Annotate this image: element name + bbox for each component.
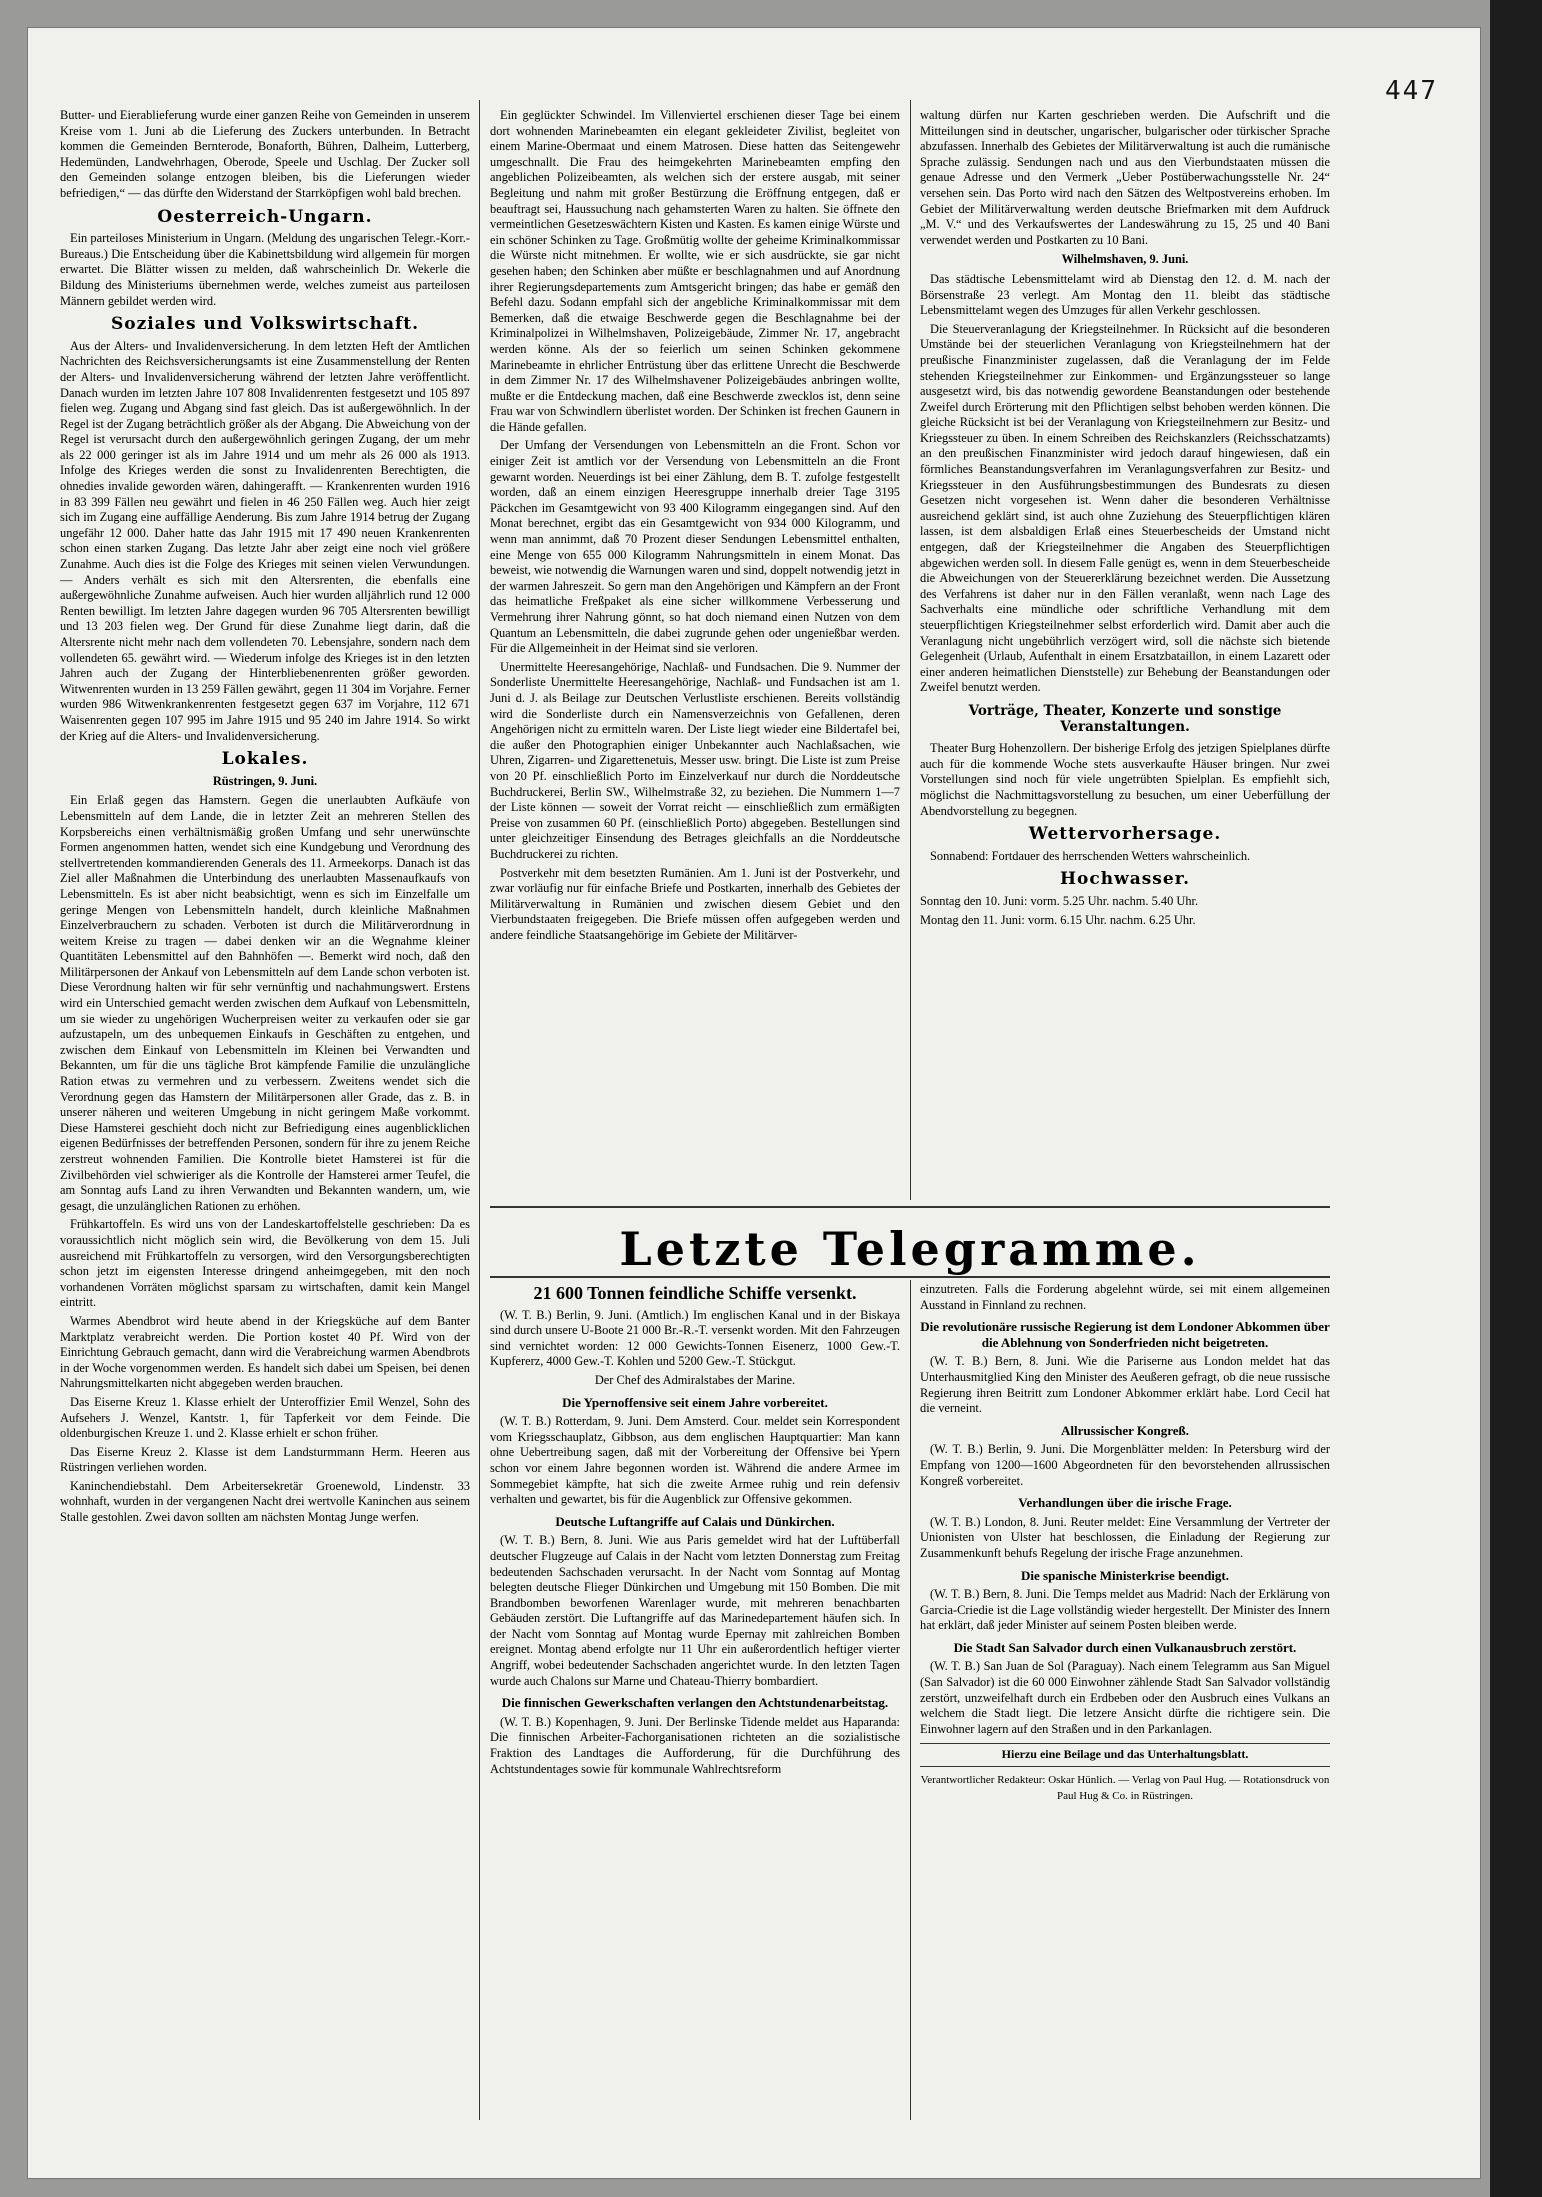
article-ministerium: Ein parteiloses Ministerium in Ungarn. (Meldung des ungarischen Telegr.-Korr.-Bureaus.) Die Entscheidung über die Kabinettsbildung wird allgemein für morgen erwartet. Die Blätter wissen zu melden, daß wahrscheinlich Dr. Wekerle die Bildung des Ministeriums übernehmen werde, welches zumeist aus parteilosen Männern gebildet werden wird. [60, 231, 470, 308]
article-eisernes-kreuz-1: Das Eiserne Kreuz 1. Klasse erhielt der Unteroffizier Emil Wenzel, Sohn des Aufsehers J. Wenzel, Kantstr. 1, für Tapferkeit vor dem Feinde. Die oldenburgischen Kreuze 1. und 2. Klasse erhielt er schon früher. [60, 1394, 470, 1441]
column-1 [60, 108, 470, 1529]
beilage-note: Hierzu eine Beilage und das Unterhaltungsblatt. [920, 1743, 1330, 1767]
article-steuerveranlagung: Die Steuerveranlagung der Kriegsteilnehmer. In Rücksicht auf die besonderen Umstände bei der steuerlichen Veranlagung von Kriegsteilnehmern hat der preußische Finanzminister zugelassen, daß die Veranlagung der im Felde stehenden Kriegsteilnehmer zur Einkommen- und Ergänzungssteuer so lange ausgesetzt wird, bis das notwendig gewordene Beanstandungen oder bestehende Zweifel durch Erörterung mit den Pflichtigen selbst behoben werden können. Die gleiche Rücksicht ist bei der Veranlagung von Kriegsteilnehmern zur Besitz- und Kriegssteuer zu üben. In einem Schreiben des Reichskanzlers (Reichsschatzamts) an den preußischen Finanzminister wird jedoch darauf hingewiesen, daß ein förmliches Beanstandungsverfahren im Veranlagungsverfahren zur Besitz- und Kriegssteuer in den Ausführungsbestimmungen des Bundesrats zu diesen Gesetzen nicht vorgesehen ist. Wenn daher die besonderen Verhältnisse ausreichend geklärt sind, ist auch ohne Zuziehung des Steuerpflichtigen klären lassen, ist dem alsbaldigen Erlaß eines Steuerbescheids der Umstand nicht entgegen, daß der Kriegsteilnehmer die Angaben des Steuerpflichtigen abgewichen werden soll. In diesem Falle genügt es, wenn in dem Steuerbescheide die Abweichungen von der Steuererklärung bezeichnet werden. Die Aussetzung des Verfahrens ist daher nur in den Fällen veranlaßt, wenn nach Lage des Sachverhalts eine mündliche oder schriftliche Verhandlung mit dem steuerpflichtigen Kriegsteilnehmer selbst erforderlich wird. Damit aber auch die Veranlagung nicht ungebührlich verzögert wird, soll die nächste sich bietende Gelegenheit (Urlaub, Aufenthalt in einem Ersatzbataillon, in einem Lazarett oder einer anderen heimatlichen Dienststelle) zur Behebung der Beanstandungen oder Zweifel benutzt werden. [920, 321, 1330, 695]
article-heeresangehoerige: Unermittelte Heeresangehörige, Nachlaß- und Fundsachen. Die 9. Nummer der Sonderliste Unermittelte Heeresangehörige, Nachlaß- und Fundsachen ist am 1. Juni d. J. als Beilage zur Deutschen Verlustliste erschienen. Bereits vollständig wird die Sonderliste durch ein Namensverzeichnis von Gefallenen, deren Angehörigen nicht zu ermitteln waren. Der Liste liegt wieder eine Bildertafel bei, die außer den Photographien einiger Unbekannter auch Nachlaßsachen, wie Uhren, Zigarren- und Zigarettenetuis, Messer usw. bringt. Die Liste ist zum Preise von 20 Pf. einschließlich Porto im Einzelverkauf nur durch die Norddeutsche Buchdruckerei, Berlin SW., Wilhelmstraße 32, zu beziehen. Die Nummern 1—7 der Liste können — soweit der Vorrat reicht — einschließlich zum ermäßigten Preise von zusammen 60 Pf. (einschließlich Porto) abgegeben. Bestellungen sind unter gleichzeitiger Einsendung des Betrages gleichfalls an die Norddeutsche Buchdruckerei zu richten. [490, 659, 900, 861]
telegram-finnland-cont: einzutreten. Falls die Forderung abgelehnt würde, sei mit einem allgemeinen Ausstand in Finnland zu rechnen. [920, 1282, 1330, 1312]
telegram-rule-top [490, 1206, 1330, 1208]
article-eisernes-kreuz-2: Das Eiserne Kreuz 2. Klasse ist dem Landsturmmann Herm. Heeren aus Rüstringen verliehen worden. [60, 1444, 470, 1475]
column-rule-right [910, 100, 911, 1200]
column-3 [920, 108, 1330, 931]
telegram-headline-tonnen: 21 600 Tonnen feindliche Schiffe versenkt. [533, 1283, 857, 1303]
article-theater: Theater Burg Hohenzollern. Der bisherige Erfolg des jetzigen Spielplanes dürfte auch für die kommende Woche stets ausverkaufte Häuser bringen. Nur zwei Vorstellungen sind noch für viele ungetrübten Spielplan. Es empfiehlt sich, möglichst die Nachmittagsvorstellung zu besuchen, um einer Ueberfüllung der Abendvorstellung zu begegnen. [920, 741, 1330, 818]
telegram-san-salvador: (W. T. B.) San Juan de Sol (Paraguay). Nach einem Telegramm aus San Miguel (San Salvador) ist die 60 000 Einwohner zählende Stadt San Salvador vollständig zerstört, unzweifelhaft durch ein Erdbeben oder den Ausbruch eines Vulkans an welchem die Stadt liegt. Die letzere Ansicht dürfte die richtigere sein. Die Einwohner lagern auf den Straßen und in den Parkanlagen. [920, 1659, 1330, 1736]
heading-lokales: Lokales. [221, 749, 309, 770]
telegram-spanien: (W. T. B.) Bern, 8. Juni. Die Temps meldet aus Madrid: Nach der Erklärung von Garcia-Criedie ist die Lage vollständig wieder hergestellt. Der Minister des Innern hat erklärt, daß jeder Minister auf seinem Posten bleiben werde. [920, 1587, 1330, 1633]
telegram-rule-bottom [490, 1276, 1330, 1278]
heading-soziales: Soziales und Volkswirtschaft. [110, 314, 420, 335]
telegram-headline-kongress: Allrussischer Kongreß. [1060, 1422, 1190, 1438]
article-invalidenversicherung: Aus der Alters- und Invalidenversicherung. In dem letzten Heft der Amtlichen Nachrichten des Reichsversicherungsamts ist eine Zusammenstellung der Renten der Alters- und Invalidenversicherung während der letzten Jahre veröffentlicht. Danach wurden im letzten Jahre 107 808 Invalidenrenten festgesetzt und 105 897 fielen weg. Zugang und Abgang sind fast gleich. Das ist außergewöhnlich. In der Regel ist der Zugang beträchtlich größer als der Abgang. Die Abweichung von der Regel ist verursacht durch den außergewöhnlich geringen Zugang, der um mehr als 22 000 geringer ist als im Jahre 1914 und um mehr als 26 000 als 1913. Infolge des Krieges werden die sonst zu Invalidenrenten Berechtigten, die ohnedies invalide geworden wären, dahingerafft. — Krankenrenten wurden 1916 in 83 399 Fällen neu gewährt und fielen in 46 250 Fällen weg. Auch hier zeigt sich im Zugang eine auffällige Aenderung. Bis zum Jahre 1914 betrug der Zugang ungefähr 12 000. Daher hatte das Jahr 1915 mit 17 490 neuen Krankenrenten schon einen starken Zugang. Das letzte Jahr aber zeigt eine noch viel größere Zunahme. Auch dies ist die Folge des Krieges mit seinen vielen Verwundungen. — Anders verhält es sich mit den Altersrenten, die ebenfalls eine außergewöhnliche Zunahme aufweisen. Auch hier wurden alljährlich rund 12 000 Renten bewilligt. Im letzten Jahre dagegen wurden 96 705 Altersrenten bewilligt und 13 203 fielen weg. Der Grund für diese Zunahme liegt darin, daß die Altersrente nicht mehr nach dem vollendeten 70. Lebensjahre, sondern nach dem vollendeten 65. gewährt wird. — Wiederum infolge des Krieges ist in den letzten Jahren auch der Zugang der Hinterbliebenenrenten größer geworden. Witwenrenten wurden in 13 259 Fällen gewährt, gegen 11 304 im Vorjahre. Ferner wurden 986 Witwenkrankenrenten festgesetzt gegen 637 im Vorjahre, 112 671 Waisenrenten gegen 107 995 im Jahre 1915 und 95 240 im Jahre 1914. So wirkt der Krieg auf die Alters- und Invalidenversicherung. [60, 338, 470, 743]
telegram-headline-ypern: Die Ypernoffensive seit einem Jahre vorbereitet. [562, 1394, 828, 1410]
column-2 [490, 108, 900, 946]
column-rule-left [479, 100, 480, 2120]
telegram-kongress: (W. T. B.) Berlin, 9. Juni. Die Morgenblätter melden: In Petersburg wird der Empfang von 1200—1600 Abgeordneten für den bevorstehenden allrussischen Kongreß vorbereitet. [920, 1442, 1330, 1488]
telegram-headline-calais: Deutsche Luftangriffe auf Calais und Dünkirchen. [555, 1513, 835, 1529]
article-lebensmittelamt: Das städtische Lebensmittelamt wird ab Dienstag den 12. d. M. nach der Börsenstraße 23 verlegt. Am Montag den 11. bleibt das städtische Lebensmittelamt wegen des Umzuges für allen Verkehr geschlossen. [920, 271, 1330, 318]
telegram-finnland: (W. T. B.) Kopenhagen, 9. Juni. Der Berlinske Tidende meldet aus Haparanda: Die finnischen Arbeiter-Fachorganisationen richteten an die sozialistische Fraktion des Landtages die Aufforderung, für die Durchführung des Achtstundentages sowie für kommunale Wahlrechtsreform [490, 1714, 900, 1776]
telegram-russland: (W. T. B.) Bern, 8. Juni. Wie die Pariserne aus London meldet hat das Unterhausmitglied King den Minister des Aeußeren gefragt, ob die neue russische Regierung ihren Beitritt zum Londoner Abkommer erklärt habe. Lord Cecil hat die verneint. [920, 1354, 1330, 1416]
article-hamstern: Ein Erlaß gegen das Hamstern. Gegen die unerlaubten Aufkäufe von Lebensmitteln auf dem Lande, die in letzter Zeit an mehreren Stellen des Korpsbereichs einen verhältnismäßig großen Umfang und sehr unerwünschte Formen angenommen hatten, wendet sich eine Kundgebung und Verordnung des stellvertretenden kommandierenden Generals des 11. Armeekorps. Danach ist das Ziel aller Maßnahmen die Unterbindung des unerlaubten Massenaufkaufs von Lebensmitteln. Es ist aber nicht beabsichtigt, wenn es sich im Einzelfalle um geringe Mengen von Lebensmitteln handelt, durch kleinliche Maßnahmen Einzelverbrauchern zu schaden. Verboten ist durch die Militärverordnung in weitem Kreise zu tragen — dabei denken wir an die Wegnahme kleiner Quantitäten Lebensmittel auf den Bahnhöfen —. Bemerkt wird noch, daß den Militärpersonen der Ankauf von Lebensmitteln auf dem Lande schon verboten ist. Diese Verordnung halten wir für sehr vernünftig und nachahmungswert. Erstens wird ein Unterschied gemacht werden zwischen dem Aufkauf von Lebensmitteln, um sie wieder zu ungehörigen Wucherpreisen weiter zu verkaufen oder sie gar aufzustapeln, um des unbequemen Einkaufs in Geschäften zu entgehen, und zwischen dem Einkauf von Lebensmitteln im Kleinen bei Verwandten und Bekannten, um für die uns tägliche Brot kämpfende Familie die unzulängliche Ration etwas zu vermehren und zu verbessern. Zweitens wendet sich die Verordnung gegen das Hamstern der Militärpersonen aller Grade, das z. B. in unserer näheren und weiteren Umgebung in nicht geringem Maße vorkommt. Diese Hamsterei geschieht doch nicht zur Befriedigung eines augenblicklichen eigenen Bedürfnisses der betreffenden Personen, sondern für ihre zu jenem Reiche zerstreut wohnenden Familien. Die Kontrolle bietet Hamsterei ist für die Zivilbehörden viel schwieriger als die Kontrolle der Hamsterei armer Teufel, die am Sonntag aufs Land zu ihren Verwandten und Bekannten wandern, um, wie gesagt, die unzulänglichen Rationen zu erhöhen. [60, 793, 470, 1213]
article-wetter: Sonnabend: Fortdauer des herrschenden Wetters wahrscheinlich. [930, 848, 1251, 863]
article-kaninchendiebstahl: Kaninchendiebstahl. Dem Arbeitersekretär Groenewold, Lindenstr. 33 wohnhaft, wurden in der vergangenen Nacht drei wertvolle Kaninchen aus seinem Stalle gestohlen. Zwei davon sollten am nächsten Montag Junge werfen. [60, 1478, 470, 1525]
telegrams-right [920, 1282, 1330, 1810]
telegram-irland: (W. T. B.) London, 8. Juni. Reuter meldet: Eine Versammlung der Vertreter der Unionisten von Ulster hat beschlossen, die Einladung der Regierung zur Zusammenkunft behufs Regelung der irische Frage anzunehmen. [920, 1514, 1330, 1560]
heading-oesterreich: Oesterreich-Ungarn. [157, 206, 373, 227]
column-rule-telegram [910, 1280, 911, 2120]
dateline-wilhelmshaven: Wilhelmshaven, 9. Juni. [1061, 252, 1189, 267]
page-number: 447 [1385, 76, 1438, 106]
telegram-headline-finnland: Die finnischen Gewerkschaften verlangen den Achtstundenarbeitstag. [501, 1695, 889, 1711]
telegram-headline-russland: Die revolutionäre russische Regierung ist dem Londoner Abkommen über die Ablehnung von Sonderfrieden nicht beigetreten. [920, 1319, 1330, 1350]
telegram-ypern: (W. T. B.) Rotterdam, 9. Juni. Dem Amsterd. Cour. meldet sein Korrespondent vom Kriegsschauplatz, Gibbson, aus dem englischen Hauptquartier: Man kann ohne Uebertreibung sagen, daß mit der Vorbereitung der Offensive bei Ypern schon vor einem Jahre begonnen worden ist. Während die andere Armee im Sommegebiet kämpfte, hat sich die zweite Armee ruhig und rein defensiv verhalten und gewartet, bis für die Augenblick zur Offensive gekommen. [490, 1414, 900, 1507]
heading-wetter: Wettervorhersage. [1028, 824, 1222, 845]
telegram-calais: (W. T. B.) Bern, 8. Juni. Wie aus Paris gemeldet wird hat der Luftüberfall deutscher Flugzeuge auf Calais in der Nacht vom letzten Donnerstag zum Freitag bedeutenden Sachschaden verursacht. In der Nacht vom Sonntag auf Montag belegten deutsche Flieger Dünkirchen und Umgebung mit 150 Bomben. Die mit Brandbomben beworfenen Warenlager wurde, mit mehreren benachbarten Gebäuden zerstört. Die Luftangriffe auf das Marinedepartement häufen sich. In der Nacht vom Sonntag auf Montag wurde Epernay mit zahlreichen Bomben ereignet. Montag abend erfolgte nur 11 Uhr ein außerordentlich heftiger vierter Angriff, wobei bedeutender Sachschaden angerichtet wurde. In den letzten Tagen wurde auch Chalons sur Marne und Chateau-Thierry bombardiert. [490, 1533, 900, 1688]
article-schwindel: Ein geglückter Schwindel. Im Villenviertel erschienen dieser Tage bei einem dort wohnenden Marinebeamten ein elegant gekleideter Zivilist, begleitet von einem Marine-Obermaat und einem Matrosen. Diese hatten das Seitengewehr umgeschnallt. Die Frau des heimgekehrten Marinebeamten empfing den angeblichen Polizeibeamten, als welchen sich der erstere ausgab, mit seiner Begleitung und nahm mit großer Bestürzung die Eröffnung entgegen, daß er beauftragt sei, Haussuchung nach gehamsterten Waren zu halten. Sie öffnete den vermeintlichen Gesetzeswächtern Kisten und Kasten. Es kamen einige Würste und ein schöner Schinken zu Tage. Großmütig wollte der geheime Kriminalkommissar die Würste nicht mitnehmen. Er wollte, wie er sich ausdrückte, sie gar nicht gesehen haben; den Schinken aber müßte er beschlagnahmen und auf Anordnung ihrer Regierungsdepartements zum Amtsgericht bringen; das habe er gemäß den Befehl dazu. Sodann empfahl sich der angebliche Kriminalkommissar mit dem Bemerken, daß die etwaige Beschwerde gegen die Beschlagnahme bei der Kriminalpolizei in Wilhelmshaven, Polizeigebäude, Zimmer Nr. 17, angebracht werden könne. Als der so feierlich um seinen Schinken gekommene Marinebeamte in ehrlicher Entrüstung über das erlittene Unrecht die Beschwerde in dem Zimmer Nr. 17 des Wilhelmshavener Polizeigebäudes anbringen wollte, mußte er die Entdeckung machen, daß eine Beschwerde zwecklos ist, denn seine Frau war von Schwindlern überlistet worden. Der Schinken ist frechen Gaunern in die Hände gefallen. [490, 108, 900, 434]
telegram-admiralstab: Der Chef des Admiralstabes der Marine. [594, 1372, 796, 1387]
article-postverkehr: Postverkehr mit dem besetzten Rumänien. Am 1. Juni ist der Postverkehr, und zwar vorläufig nur für einfache Briefe und Postkarten, innerhalb des Gebietes der Militärverwaltung in Rumänien und zwischen diesem Gebiet und den Vierbundstaaten freigegeben. Die Briefe müssen offen aufgegeben werden und andere feindliche Staatsangehörige im Gebiete der Militärver- [490, 865, 900, 942]
article-abendbrot: Warmes Abendbrot wird heute abend in der Kriegsküche auf dem Banter Marktplatz verabreicht werden. Die Portion kostet 40 Pf. Wird von der Einrichtung Gebrauch gemacht, dann wird die Verabreichung warmen Abendbrots in der Woche vorgenommen werden. Es handelt sich dabei um Speisen, bei denen Nahrungsmittelkarten nicht abgegeben werden brauchen. [60, 1313, 470, 1391]
impressum: Verantwortlicher Redakteur: Oskar Hünlich. — Verlag von Paul Hug. — Rotationsdruck von Paul Hug & Co. in Rüstringen. [920, 1774, 1330, 1802]
dateline-ruestringen: Rüstringen, 9. Juni. [212, 773, 318, 788]
hochwasser-sonntag: Sonntag den 10. Juni: vorm. 5.25 Uhr. nachm. 5.40 Uhr. [920, 893, 1199, 908]
telegrams-title: Letzte Telegramme. [619, 1222, 1201, 1276]
heading-hochwasser: Hochwasser. [1059, 869, 1191, 890]
telegram-tonnen: (W. T. B.) Berlin, 9. Juni. (Amtlich.) Im englischen Kanal und in der Biskaya sind durch unsere U-Boote 21 000 Br.-R.-T. versenkt worden. Mit den Fahrzeugen sind vernichtet worden: 12 000 Gewichts-Tonnen Eisenerz, 1000 Gew.-T. Kupfererz, 4000 Gew.-T. Kohlen und 5200 Gew.-T. Stückgut. [490, 1307, 900, 1369]
heading-vortraege: Vorträge, Theater, Konzerte und sonstige Veranstaltungen. [968, 702, 1282, 735]
telegrams-left [490, 1282, 900, 1780]
article-versendungen: Der Umfang der Versendungen von Lebensmitteln an die Front. Schon vor einiger Zeit ist amtlich vor der Versendung von Lebensmitteln an die Front gewarnt worden. Neuerdings ist bei einer Zählung, dem B. T. zufolge festgestellt worden, daß an einem einzigen Heeresgruppe innerhalb dreier Tage 3195 Päckchen im Gesamtgewicht von 93 400 Kilogramm eingegangen sind. Auf den Monat berechnet, ergibt das ein Gesamtgewicht von 934 000 Kilogramm, und wenn man annimmt, daß 70 Prozent dieser Sendungen Lebensmittel enthalten, eine Menge von 655 000 Kilogramm Nahrungsmitteln in einem Monat. Das beweist, wie notwendig die Warnungen waren und sind, doppelt notwendig jetzt in der warmen Jahreszeit. So gern man den Angehörigen und Kämpfern an der Front das heimatliche Freßpaket als eine sicher willkommene Verbesserung und Vermehrung ihrer Nahrung gönnt, so hat doch niemand einen Nutzen von dem Quantum an Lebensmitteln, die dabei zugrunde gehen oder ungenießbar werden. Für die Allgemeinheit in der Heimat sind sie verloren. [490, 438, 900, 656]
telegram-headline-spanien: Die spanische Ministerkrise beendigt. [1021, 1567, 1229, 1583]
binding-spine [1490, 0, 1542, 2197]
article-fruehkartoffeln: Frühkartoffeln. Es wird uns von der Landeskartoffelstelle geschrieben: Da es voraussichtlich nicht möglich sein wird, die Bevölkerung von dem 15. Juli ausreichend mit Frühkartoffeln zu versorgen, wird den Versorgungsberechtigten schon jetzt im eigensten Interesse dringend anheimgegeben, mit den noch vorhandenen Vorräten möglichst sparsam zu wirtschaften, damit kein Mangel eintritt. [60, 1217, 470, 1310]
telegram-headline-san-salvador: Die Stadt San Salvador durch einen Vulkanausbruch zerstört. [953, 1639, 1297, 1655]
hochwasser-montag: Montag den 11. Juni: vorm. 6.15 Uhr. nachm. 6.25 Uhr. [920, 912, 1196, 927]
telegram-headline-irland: Verhandlungen über die irische Frage. [1018, 1495, 1232, 1511]
article-zucker: Butter- und Eierablieferung wurde einer ganzen Reihe von Gemeinden in unserem Kreise vom 1. Juni ab die Lieferung des Zuckers unterbunden. In Betracht kommen die Gemeinden Bernterode, Bonaforth, Bühren, Dalheim, Lutterberg, Hedemünden, Landwehrhagen, Oberode, Speele und Uschlag. Der Zucker soll den Gemeinden solange entzogen bleiben, bis die Lieferungen wieder befriedigen,“ — das dürfte den Widerstand der Starrköpfigen wohl bald brechen. [60, 108, 470, 200]
article-postverkehr-cont: waltung dürfen nur Karten geschrieben werden. Die Aufschrift und die Mitteilungen sind in deutscher, ungarischer, bulgarischer oder türkischer Sprache abzufassen. Innerhalb des Gebietes der Militärverwaltung ist auch die rumänische Sprache zulässig. Sendungen nach und aus den Vierbundstaaten müssen die genaue Adresse und den Vermerk „Ueber Postüberwachungsstelle Nr. 24“ versehen sein. Das Porto wird nach den Sätzen des Weltpostvereins erhoben. Im Gebiet der Militärverwaltung werden deutsche Briefmarken mit dem Aufdruck „M. V.“ und des Verkaufswertes der Landeswährung zu 15, 25 und 40 Bani verwendet werden und Postkarten zu 10 Bani. [920, 108, 1330, 247]
